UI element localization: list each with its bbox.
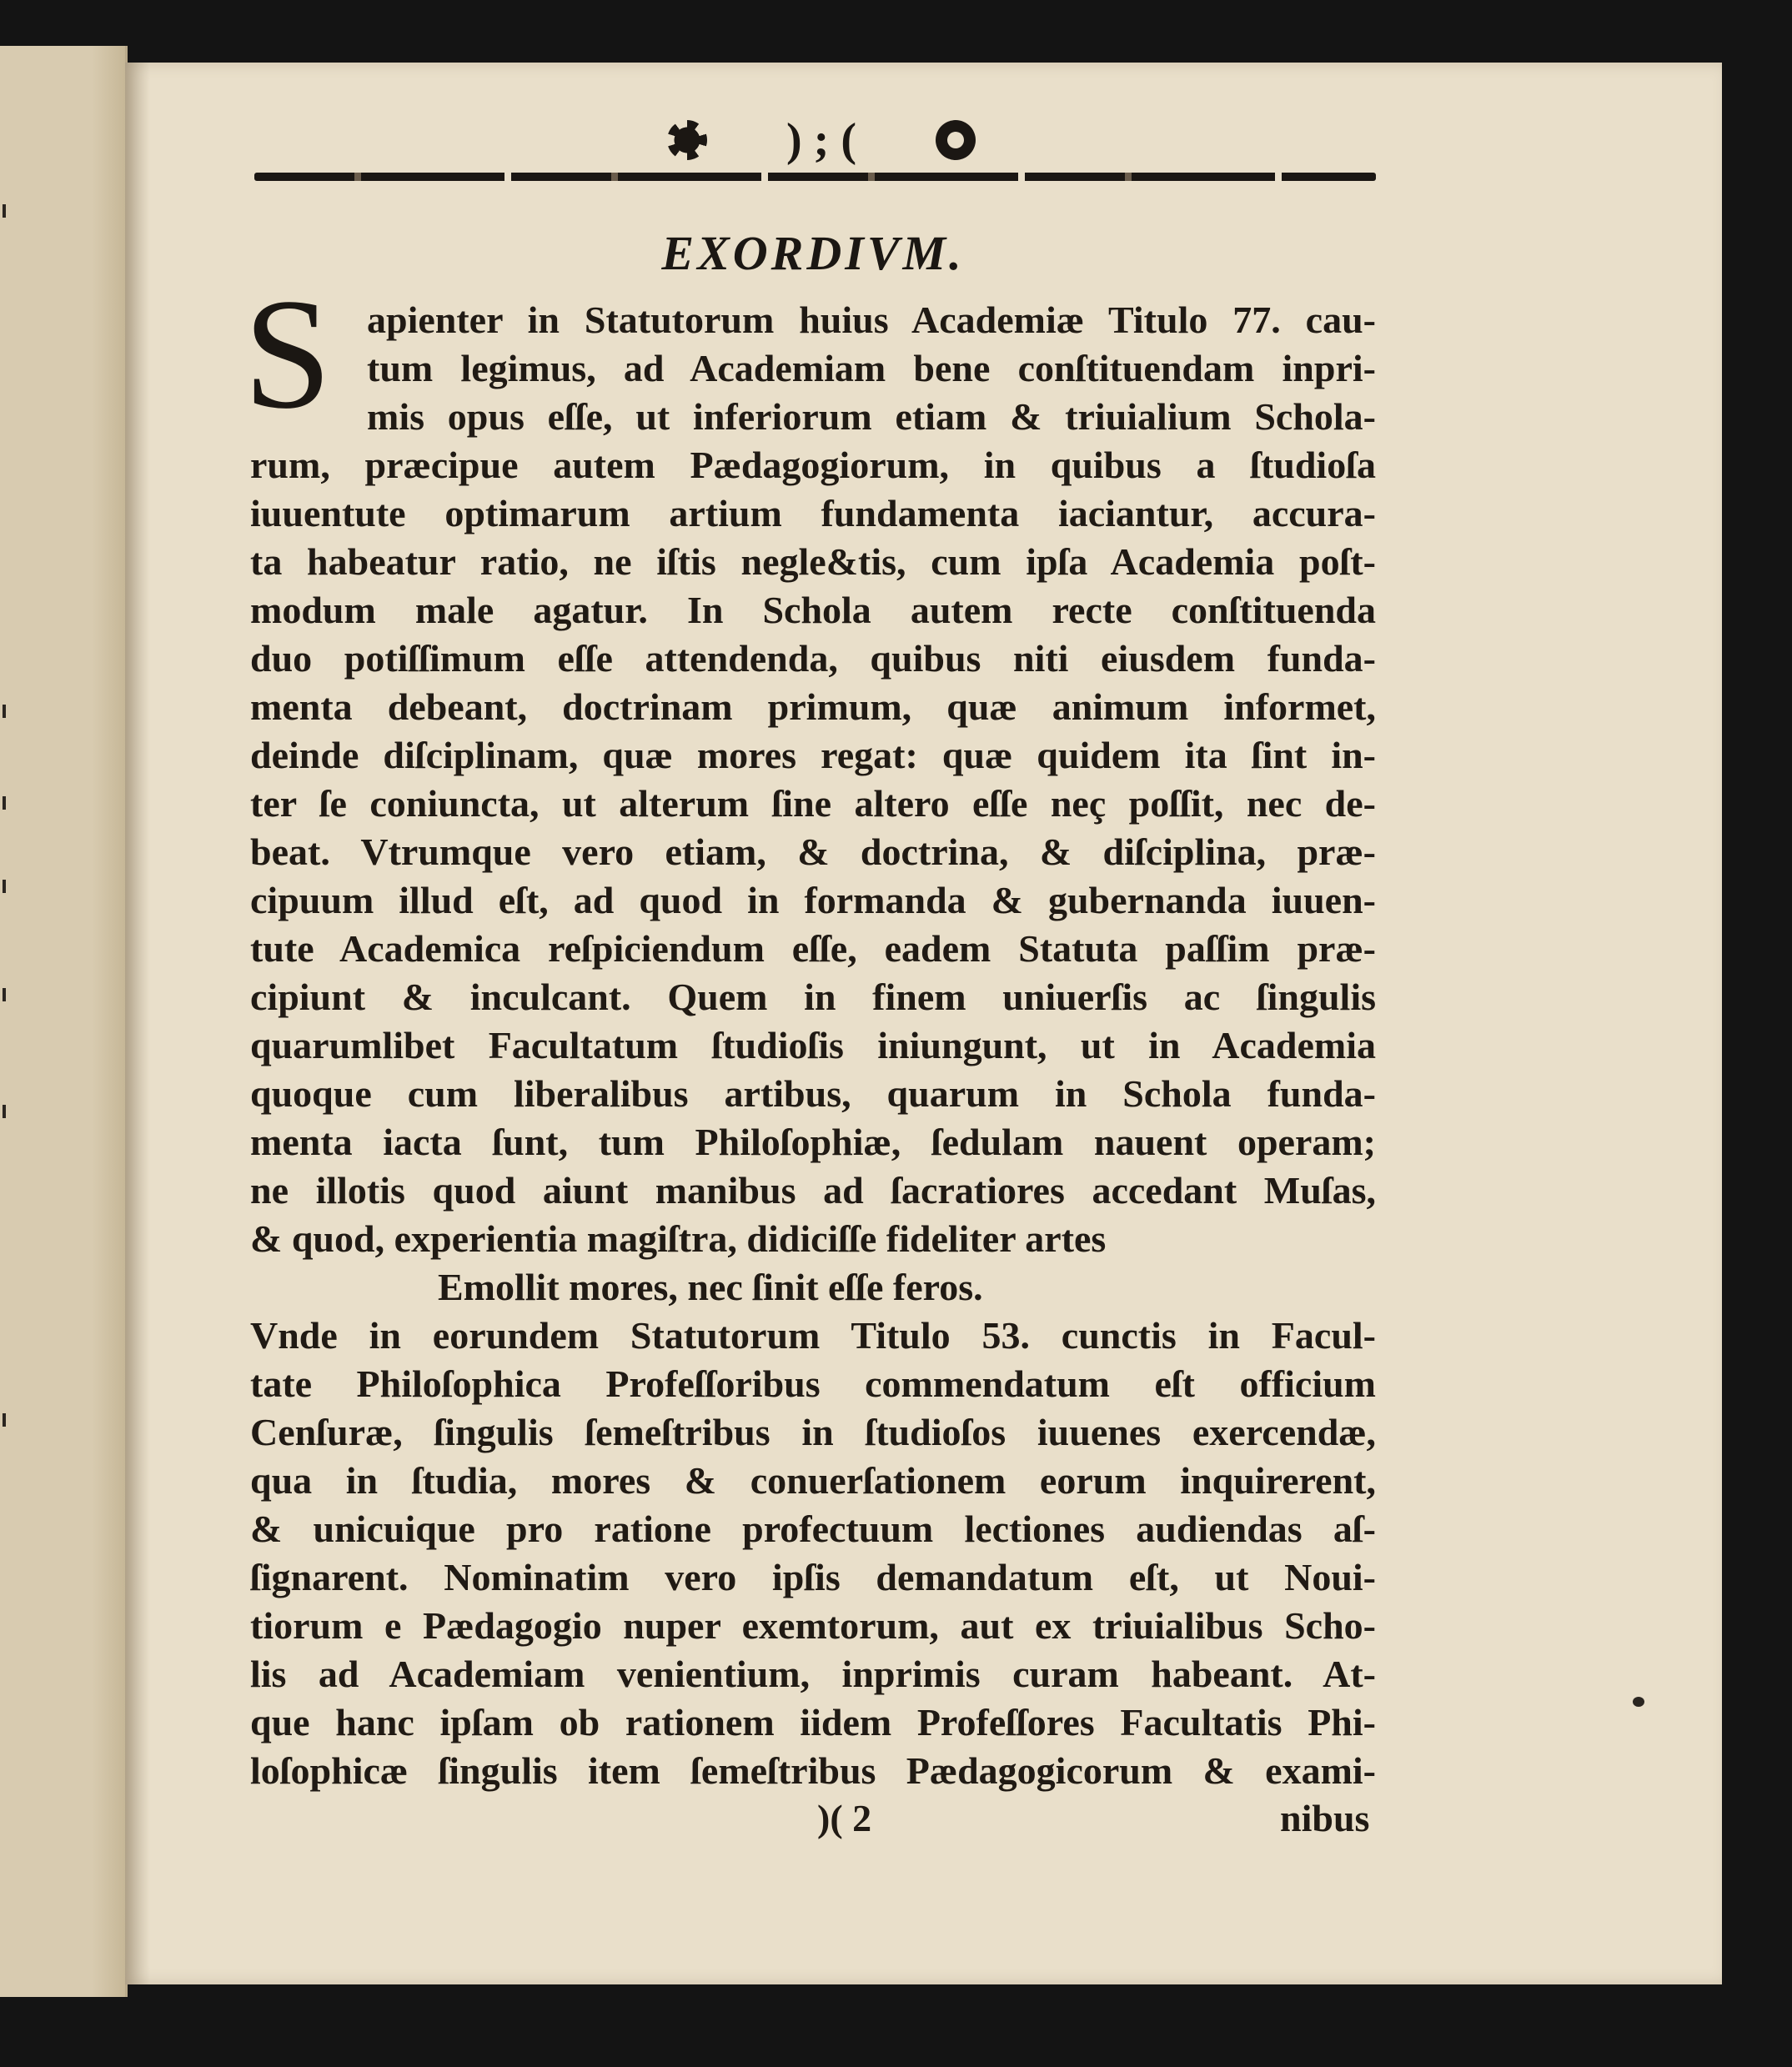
margin-mark (3, 204, 6, 218)
facing-page-shadow (92, 46, 125, 1997)
text-line: & quod, experientia magiſtra, didiciſſe fideliter artes (250, 1217, 1107, 1260)
text-line: quarumlibet Facultatum ſtudioſis iniungunt, ut in Academia (250, 1024, 1376, 1066)
text-line: apienter in Statutorum huius Academiæ Titulo 77. cau- (367, 299, 1376, 341)
text-line: tum legimus, ad Academiam bene conſtituendam inpri- (367, 347, 1376, 389)
text-line: Cenſuræ, ſingulis ſemeſtribus in ſtudioſos iuuenes exercendæ, (250, 1411, 1376, 1453)
text-line: modum male agatur. In Schola autem recte conſtituenda (250, 589, 1376, 631)
margin-mark (3, 1413, 6, 1427)
star-ornament-icon (667, 120, 707, 160)
page-title: EXORDIVM. (661, 226, 965, 280)
text-line: cipuum illud eſt, ad quod in formanda & gubernanda iuuen- (250, 879, 1376, 921)
head-rule (254, 173, 1376, 181)
margin-mark (3, 880, 6, 893)
margin-mark (3, 796, 6, 810)
text-line: ter ſe coniuncta, ut alterum ſine altero eſſe neç poſſit, nec de- (250, 782, 1376, 825)
text-line: rum, præcipue autem Pædagogiorum, in quibus a ſtudioſa (250, 444, 1376, 486)
text-line: ta habeatur ratio, ne iſtis negle&tis, cum ipſa Academia poſt- (250, 540, 1376, 583)
text-line: que hanc ipſam ob rationem iidem Profeſſores Facultatis Phi- (250, 1701, 1376, 1743)
text-line: beat. Vtrumque vero etiam, & doctrina, & diſciplina, præ- (250, 830, 1376, 873)
verse-line: Emollit mores, nec ſinit eſſe feros. (438, 1266, 983, 1308)
text-line: & unicuique pro ratione profectuum lectiones audiendas aſ- (250, 1508, 1376, 1550)
running-head-text: ) ; ( (786, 114, 856, 166)
text-line: cipiunt & inculcant. Quem in finem uniuerſis ac ſingulis (250, 976, 1376, 1018)
text-line: menta debeant, doctrinam primum, quæ animum informet, (250, 685, 1376, 728)
rosette-ornament-icon (936, 120, 976, 160)
drop-cap: S (243, 267, 332, 442)
gutter-shadow (125, 63, 150, 1984)
text-line: ne illotis quod aiunt manibus ad ſacratiores accedant Muſas, (250, 1169, 1376, 1212)
text-line: loſophicæ ſingulis item ſemeſtribus Pædagogicorum & exami- (250, 1749, 1376, 1792)
text-line: iuuentute optimarum artium fundamenta iaciantur, accura- (250, 492, 1376, 534)
running-head (667, 115, 976, 165)
text-line: menta iacta ſunt, tum Philoſophiæ, ſedulam nauent operam; (250, 1121, 1376, 1163)
facing-page-edge (0, 46, 128, 1997)
text-line: tiorum e Pædagogio nuper exemtorum, aut ex triuialibus Scho- (250, 1604, 1376, 1647)
signature-mark: )( 2 (817, 1797, 872, 1839)
ink-speck (1633, 1697, 1644, 1707)
text-line: deinde diſciplinam, quæ mores regat: quæ quidem ita ſint in- (250, 734, 1376, 776)
text-line: quoque cum liberalibus artibus, quarum in Schola funda- (250, 1072, 1376, 1115)
margin-mark (3, 1105, 6, 1118)
text-line: tate Philoſophica Profeſſoribus commendatum eſt officium (250, 1362, 1376, 1405)
margin-mark (3, 705, 6, 718)
margin-mark (3, 988, 6, 1001)
text-line: lis ad Academiam venientium, inprimis curam habeant. At- (250, 1653, 1376, 1695)
text-line: mis opus eſſe, ut inferiorum etiam & triuialium Schola- (367, 395, 1376, 438)
text-line: ſignarent. Nominatim vero ipſis demandatum eſt, ut Noui- (250, 1556, 1376, 1598)
text-line: Vnde in eorundem Statutorum Titulo 53. cunctis in Facul- (250, 1314, 1376, 1357)
text-line: tute Academica reſpiciendum eſſe, eadem Statuta paſſim præ- (250, 927, 1376, 970)
catchword: nibus (1280, 1797, 1370, 1839)
text-line: qua in ſtudia, mores & conuerſationem eorum inquirerent, (250, 1459, 1376, 1502)
text-line: duo potiſſimum eſſe attendenda, quibus niti eiusdem funda- (250, 637, 1376, 680)
